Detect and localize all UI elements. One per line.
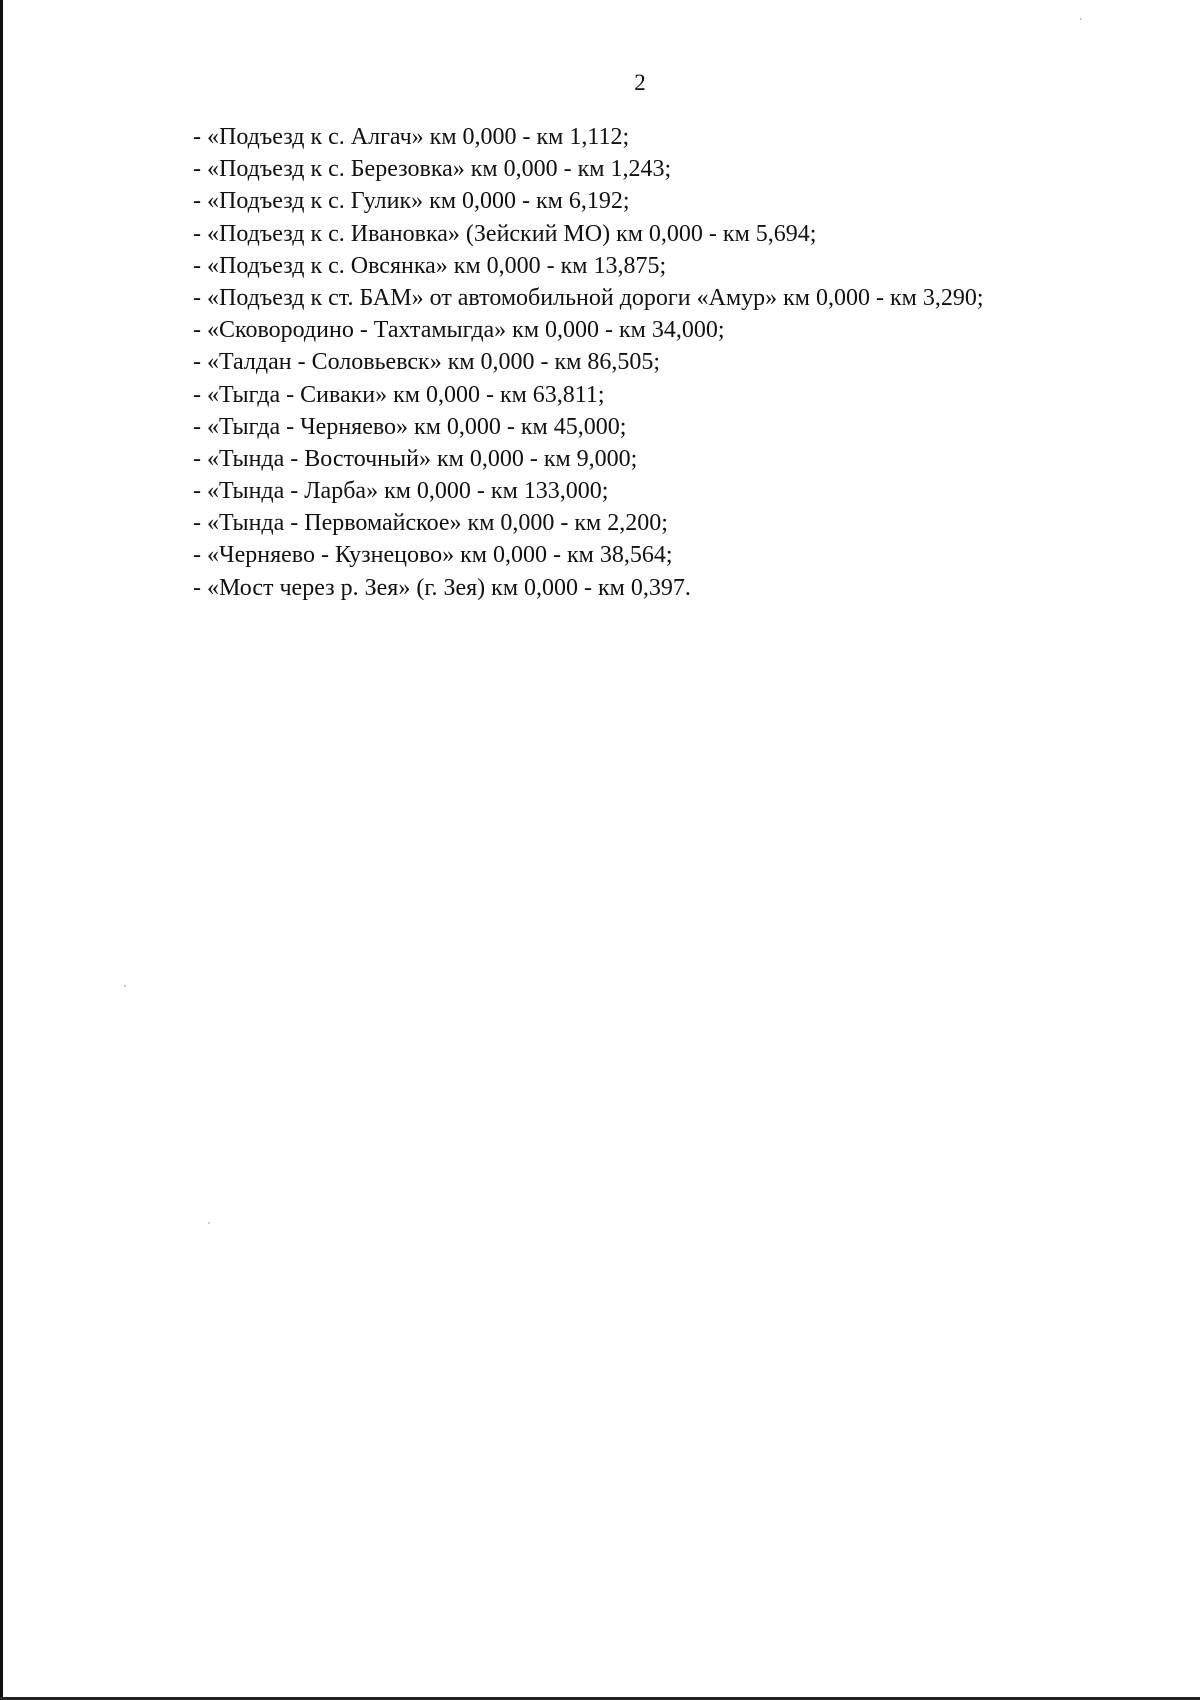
list-item: - «Тында - Восточный» км 0,000 - км 9,000;	[193, 445, 638, 472]
list-item: - «Талдан - Соловьевск» км 0,000 - км 86,505;	[193, 349, 661, 376]
scan-speck	[208, 1222, 210, 1224]
list-item: - «Подъезд к с. Гулик» км 0,000 - км 6,192;	[193, 188, 630, 215]
list-item: - «Черняево - Кузнецово» км 0,000 - км 38,564;	[193, 542, 673, 569]
list-item: - «Мост через р. Зея» (г. Зея) км 0,000 - км 0,397.	[193, 574, 691, 601]
list-item: - «Подъезд к с. Березовка» км 0,000 - км 1,243;	[193, 156, 672, 183]
scan-speck	[124, 985, 126, 987]
list-item: - «Подъезд к ст. БАМ» от автомобильной дороги «Амур» км 0,000 - км 3,290;	[193, 284, 984, 311]
road-list	[193, 121, 984, 604]
list-item: - «Тында - Ларба» км 0,000 - км 133,000;	[193, 478, 609, 505]
list-item: - «Подъезд к с. Овсянка» км 0,000 - км 13,875;	[193, 252, 667, 279]
list-item: - «Сковородино - Тахтамыгда» км 0,000 - км 34,000;	[193, 317, 725, 344]
list-item: - «Подъезд к с. Алгач» км 0,000 - км 1,112;	[193, 124, 630, 150]
page-number: 2	[634, 70, 646, 95]
list-item: - «Тында - Первомайское» км 0,000 - км 2,200;	[193, 510, 668, 537]
list-item: - «Тыгда - Сиваки» км 0,000 - км 63,811;	[193, 381, 605, 408]
list-item: - «Подъезд к с. Ивановка» (Зейский МО) км 0,000 - км 5,694;	[193, 220, 817, 247]
scan-speck	[1080, 18, 1082, 20]
scan-left-edge	[0, 0, 3, 1700]
list-item: - «Тыгда - Черняево» км 0,000 - км 45,000;	[193, 413, 627, 440]
